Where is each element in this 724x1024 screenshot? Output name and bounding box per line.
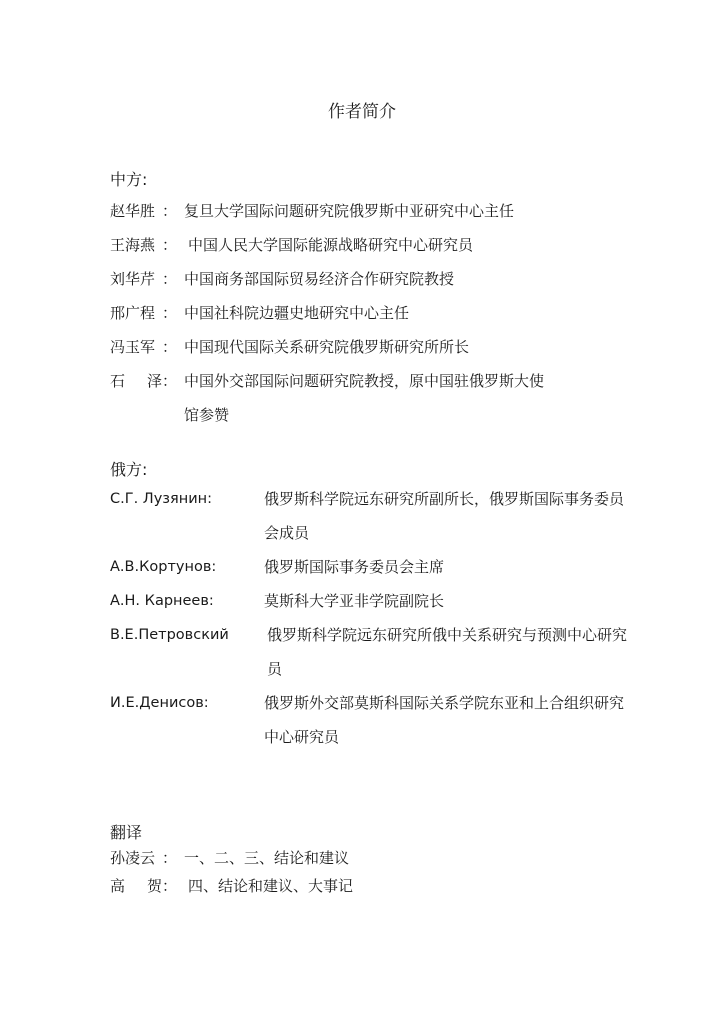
cn-author-desc: 中国社科院边疆史地研究中心主任 xyxy=(184,304,410,322)
cn-author-row xyxy=(110,370,630,392)
cn-author-desc: 中国商务部国际贸易经济合作研究院教授 xyxy=(184,270,455,288)
ru-author-row xyxy=(110,692,630,752)
cn-author-colon: ： xyxy=(162,372,178,390)
cn-author-colon: ： xyxy=(162,338,178,356)
ru-author-name: А.Н. Карнеев: xyxy=(110,593,214,609)
cn-author-name-char: 泽 xyxy=(146,372,162,390)
translator-name xyxy=(110,875,162,897)
translation-heading: 翻译 xyxy=(110,823,143,842)
ru-author-desc: 俄罗斯国际事务委员会主席 xyxy=(264,558,445,576)
translator-colon: ： xyxy=(162,849,178,867)
cn-author-name: 冯玉军 xyxy=(110,338,156,356)
cn-author-name: 刘华芹 xyxy=(110,270,156,288)
page-title: 作者简介 xyxy=(328,102,396,122)
cn-author-row xyxy=(110,200,630,222)
cn-author-colon: ： xyxy=(162,270,178,288)
ru-author-desc: 莫斯科大学亚非学院副院长 xyxy=(264,592,445,610)
russian-side-heading: 俄方: xyxy=(110,460,148,479)
ru-author-name: И.Е.Денисов: xyxy=(110,695,209,711)
ru-author-desc: 俄罗斯科学院远东研究所俄中关系研究与预测中心研究员 xyxy=(267,626,628,678)
ru-author-desc: 俄罗斯外交部莫斯科国际关系学院东亚和上合组织研究中心研究员 xyxy=(264,694,625,746)
cn-author-row xyxy=(110,268,630,290)
cn-author-desc: 复旦大学国际问题研究院俄罗斯中亚研究中心主任 xyxy=(184,202,515,220)
cn-author-name xyxy=(110,370,162,392)
cn-author-desc: 中国外交部国际问题研究院教授，原中国驻俄罗斯大使 xyxy=(184,372,545,390)
translator-name: 孙凌云 xyxy=(110,849,156,867)
cn-author-desc: 中国人民大学国际能源战略研究中心研究员 xyxy=(188,236,474,254)
cn-author-desc-continued: 馆参赞 xyxy=(184,406,230,424)
chinese-side-heading: 中方: xyxy=(110,170,148,189)
cn-author-name: 王海燕 xyxy=(110,236,156,254)
cn-author-name: 邢广程 xyxy=(110,304,156,322)
cn-author-name: 赵华胜 xyxy=(110,202,156,220)
ru-author-name: С.Г. Лузянин: xyxy=(110,491,212,507)
cn-author-colon: ： xyxy=(162,304,178,322)
cn-author-colon: ： xyxy=(162,202,178,220)
cn-author-row xyxy=(110,336,630,358)
ru-author-name: В.Е.Петровский xyxy=(110,627,229,643)
translator-row xyxy=(110,875,353,897)
cn-author-colon: ： xyxy=(162,236,178,254)
translator-name-char: 贺 xyxy=(146,877,162,895)
cn-author-name-char: 石 xyxy=(110,372,126,390)
ru-author-row xyxy=(110,624,630,684)
cn-author-row xyxy=(110,234,630,256)
translator-desc: 四、结论和建议、大事记 xyxy=(188,877,354,895)
ru-author-name: А.В.Кортунов: xyxy=(110,559,217,575)
cn-author-row xyxy=(110,302,630,324)
ru-author-desc: 俄罗斯科学院远东研究所副所长，俄罗斯国际事务委员会成员 xyxy=(264,490,625,542)
translator-colon: ： xyxy=(162,877,178,895)
translator-row xyxy=(110,847,349,869)
translator-desc: 一、二、三、结论和建议 xyxy=(184,849,350,867)
ru-author-row xyxy=(110,488,630,548)
cn-author-desc: 中国现代国际关系研究院俄罗斯研究所所长 xyxy=(184,338,470,356)
translator-name-char: 高 xyxy=(110,877,126,895)
